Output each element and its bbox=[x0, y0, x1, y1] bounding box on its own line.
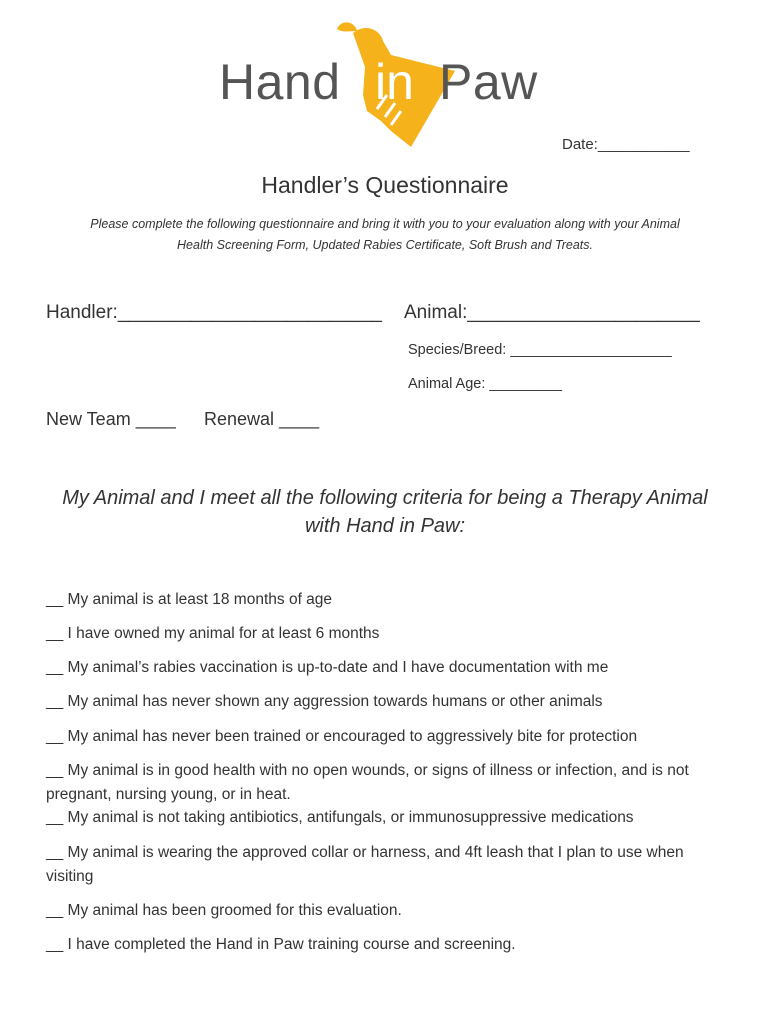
criteria-item bbox=[46, 933, 516, 957]
criteria-text-continued: visiting bbox=[46, 868, 94, 885]
handler-field: Handler:_________________________ bbox=[46, 302, 382, 323]
criteria-text: __ My animal’s rabies vaccination is up-to-date and I have documentation with me bbox=[46, 659, 609, 676]
criteria-text: __ My animal has never been trained or encouraged to aggressively bite for protection bbox=[46, 728, 638, 745]
hand-in-paw-logo bbox=[215, 15, 555, 155]
animal-field: Animal:______________________ bbox=[404, 302, 700, 323]
animal-age-field: Animal Age: _________ bbox=[408, 376, 562, 392]
criteria-text: __ My animal is in good health with no open wounds, or signs of illness or infection, and is not bbox=[46, 762, 689, 779]
criteria-item bbox=[46, 725, 637, 749]
renewal-field: Renewal ____ bbox=[204, 409, 320, 429]
criteria-text: __ My animal is at least 18 months of age bbox=[46, 591, 333, 608]
criteria-item bbox=[46, 588, 332, 612]
bandana-knot-icon bbox=[337, 22, 357, 31]
intro-line-1: Please complete the following questionnaire and bring it with you to your evaluation along with your Animal bbox=[90, 217, 680, 231]
criteria-item bbox=[46, 690, 603, 714]
criteria-text-continued: pregnant, nursing young, or in heat. bbox=[46, 786, 291, 803]
criteria-item bbox=[46, 622, 379, 646]
logo-text-in: in bbox=[375, 54, 414, 110]
criteria-text: __ My animal is not taking antibiotics, antifungals, or immunosuppressive medications bbox=[46, 809, 634, 826]
criteria-item bbox=[46, 899, 402, 923]
intro-line-2: Health Screening Form, Updated Rabies Certificate, Soft Brush and Treats. bbox=[177, 238, 593, 252]
logo-text-hand: Hand bbox=[219, 54, 341, 110]
criteria-heading-line-2: with Hand in Paw: bbox=[304, 515, 466, 537]
page-title: Handler’s Questionnaire bbox=[261, 172, 509, 198]
criteria-heading-line-1: My Animal and I meet all the following criteria for being a Therapy Animal bbox=[62, 487, 708, 509]
criteria-text: __ I have completed the Hand in Paw training course and screening. bbox=[46, 936, 516, 953]
criteria-text: __ I have owned my animal for at least 6 months bbox=[46, 625, 380, 642]
criteria-item bbox=[46, 759, 689, 807]
date-field: Date:___________ bbox=[562, 136, 690, 153]
criteria-heading bbox=[0, 484, 770, 540]
criteria-item bbox=[46, 806, 634, 830]
criteria-text: __ My animal has been groomed for this evaluation. bbox=[46, 902, 402, 919]
new-team-field: New Team ____ bbox=[46, 409, 176, 429]
species-breed-field: Species/Breed: ____________________ bbox=[408, 342, 672, 358]
logo-text-paw: Paw bbox=[439, 54, 538, 110]
criteria-text: __ My animal is wearing the approved collar or harness, and 4ft leash that I plan to use when bbox=[46, 844, 684, 861]
criteria-item bbox=[46, 841, 684, 889]
criteria-text: __ My animal has never shown any aggression towards humans or other animals bbox=[46, 693, 603, 710]
criteria-item bbox=[46, 656, 608, 680]
